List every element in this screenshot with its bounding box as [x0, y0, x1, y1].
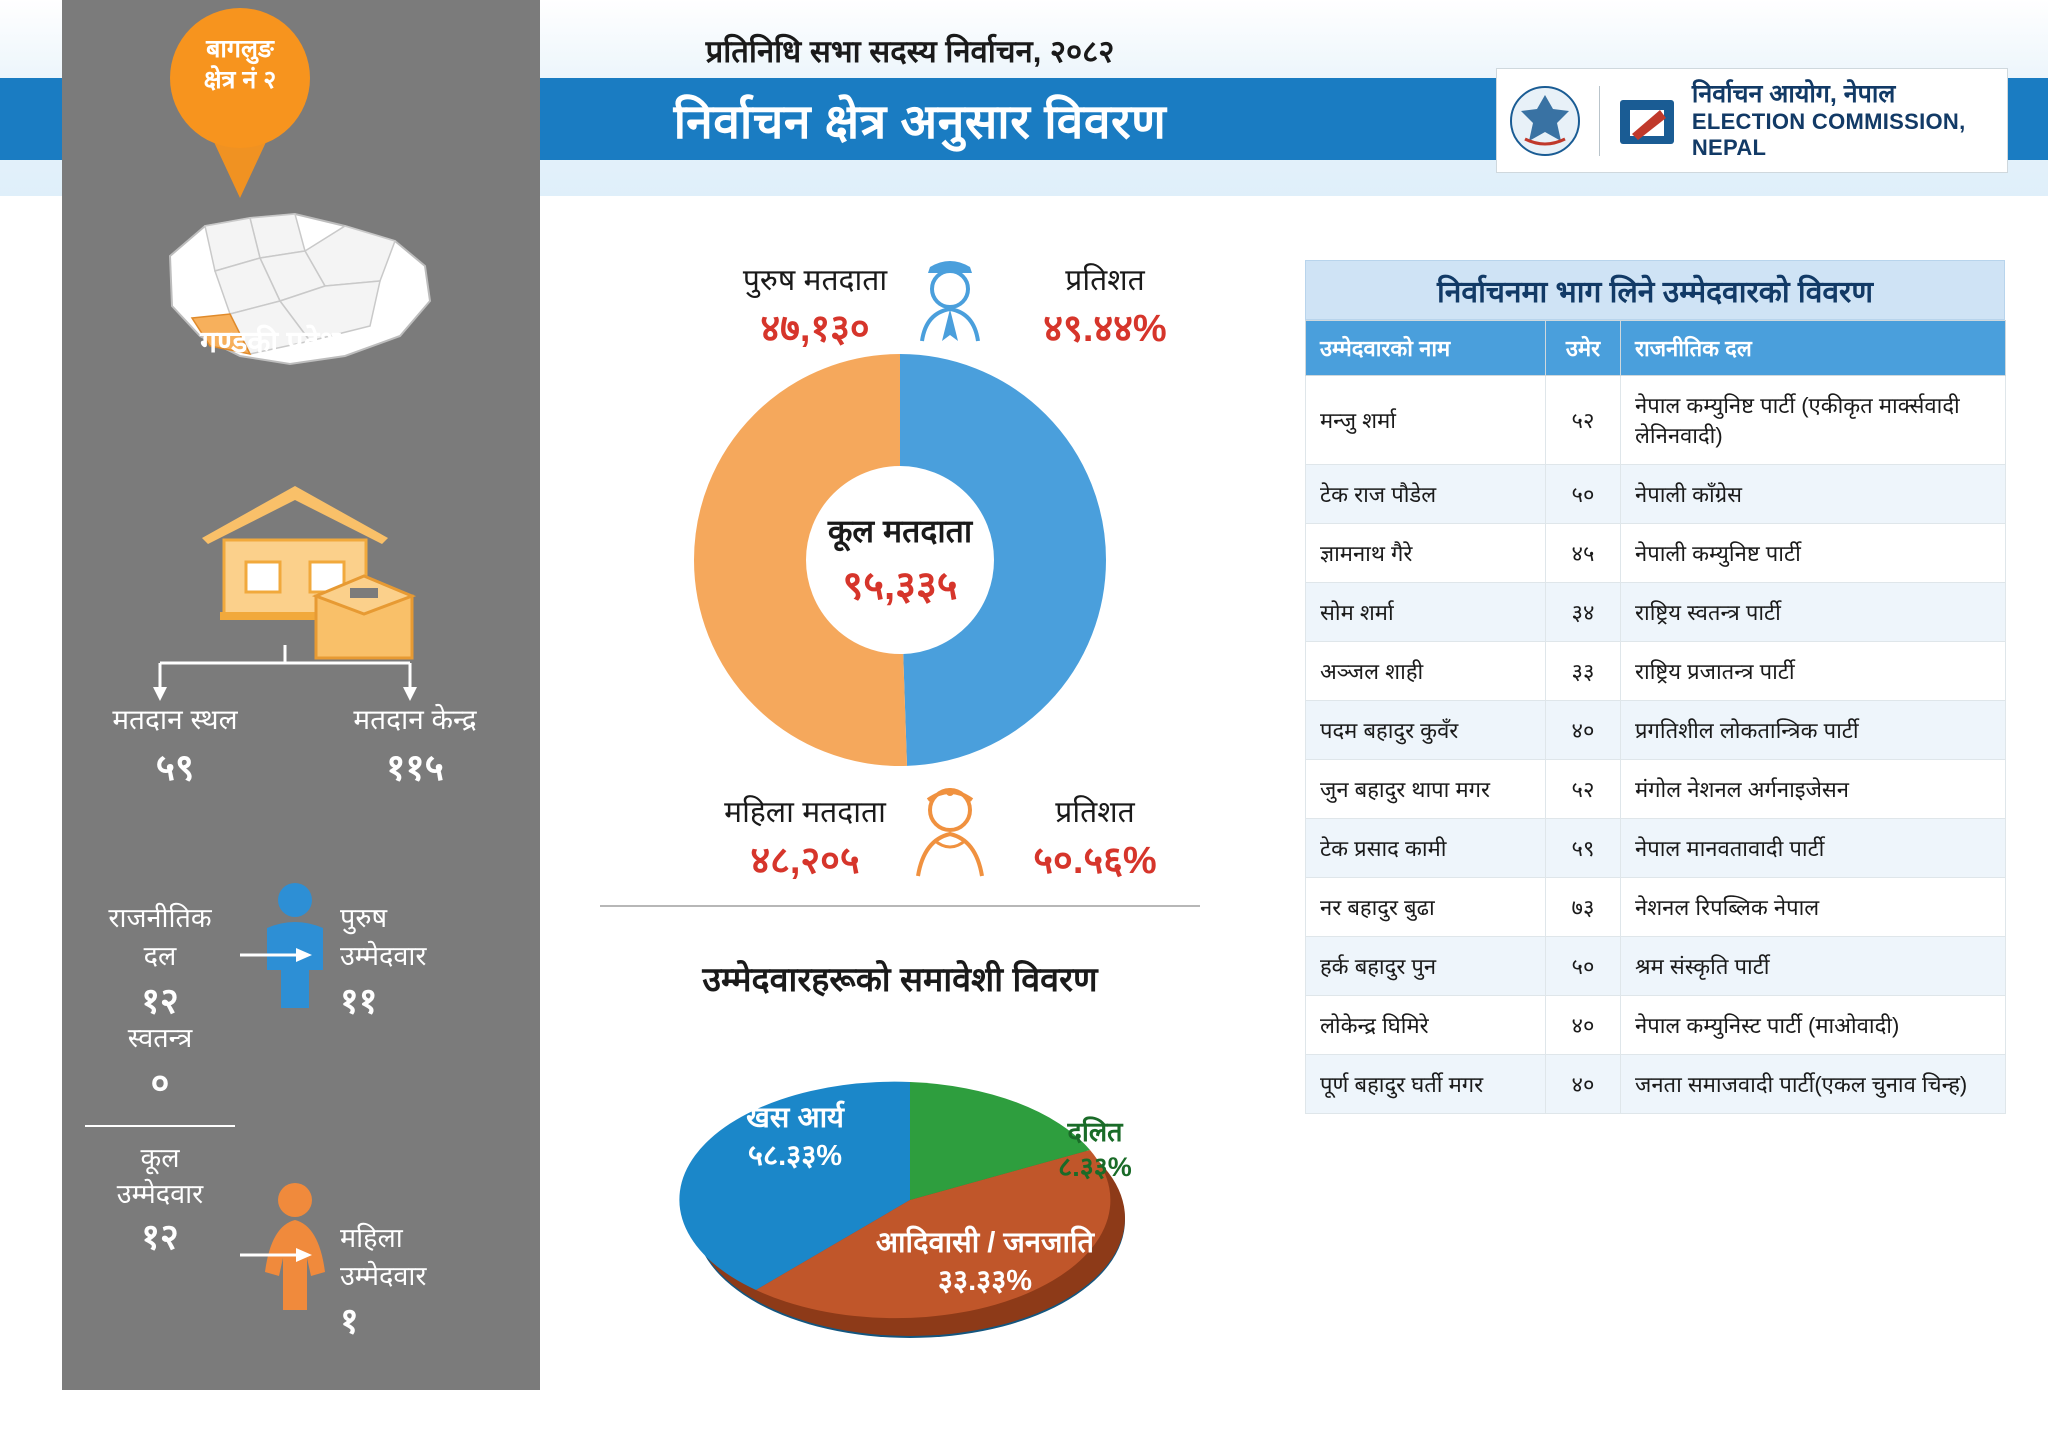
cell-candidate-party: नेपाल कम्युनिस्ट पार्टी (माओवादी)	[1621, 996, 2006, 1055]
cell-candidate-age: ४०	[1546, 701, 1621, 760]
female-voter-percent-label: प्रतिशत	[1055, 796, 1135, 829]
party-count-label: राजनीतिक दल	[108, 903, 212, 971]
table-row	[1306, 583, 2006, 642]
table-row	[1306, 524, 2006, 583]
cell-candidate-party: जनता समाजवादी पार्टी(एकल चुनाव चिन्ह)	[1621, 1055, 2006, 1114]
cell-candidate-party: नेपाल कम्युनिष्ट पार्टी (एकीकृत मार्क्सवादी लेनिनवादी)	[1621, 376, 2006, 465]
male-voter-percent-value: ४९.४४%	[1043, 308, 1167, 350]
total-candidate-label: कूल उम्मेदवार	[116, 1143, 204, 1210]
cell-candidate-age: ५०	[1546, 465, 1621, 524]
female-voter-label: महिला मतदाता	[724, 796, 886, 829]
logo-text-np: निर्वाचन आयोग, नेपाल	[1691, 80, 1896, 109]
cell-candidate-age: ३४	[1546, 583, 1621, 642]
male-candidate-arrow	[240, 940, 320, 970]
polling-center-value: ११५	[386, 746, 444, 788]
party-count-stat	[70, 900, 250, 1026]
male-voter-percent-stat	[990, 258, 1220, 353]
polling-place-label: मतदान स्थल	[112, 704, 238, 735]
nepal-emblem-icon	[1507, 83, 1583, 159]
column-header-party: राजनीतिक दल	[1621, 321, 2006, 376]
cell-candidate-name: पदम बहादुर कुवँर	[1306, 701, 1546, 760]
cell-candidate-name: अञ्जल शाही	[1306, 642, 1546, 701]
candidate-table-panel	[1305, 260, 2005, 1114]
cell-candidate-age: ४०	[1546, 1055, 1621, 1114]
total-candidate-stat	[60, 1140, 260, 1261]
table-row	[1306, 878, 2006, 937]
table-row	[1306, 760, 2006, 819]
election-commission-logo	[1496, 68, 2008, 173]
polling-place-value: ५९	[155, 746, 195, 788]
independent-count-label: स्वतन्त्र	[127, 1023, 193, 1053]
pie-label-janajati-value: ३३.३३%	[937, 1264, 1033, 1297]
cell-candidate-name: नर बहादुर बुढा	[1306, 878, 1546, 937]
total-voter-value: ९५,३३५	[842, 564, 958, 608]
pie-label-dalit-name: दलित	[1067, 1117, 1123, 1147]
cell-candidate-party: नेशनल रिपब्लिक नेपाल	[1621, 878, 2006, 937]
ballot-logo-icon	[1616, 90, 1678, 152]
female-candidate-value: १	[340, 1299, 359, 1341]
column-header-name: उम्मेदवारको नाम	[1306, 321, 1546, 376]
cell-candidate-party: नेपाली काँग्रेस	[1621, 465, 2006, 524]
pie-label-khas-arya	[690, 1100, 900, 1175]
pin-label-line2: क्षेत्र नं २	[203, 66, 277, 95]
cell-candidate-party: श्रम संस्कृति पार्टी	[1621, 937, 2006, 996]
logo-text	[1692, 80, 1997, 161]
total-candidate-value: १२	[141, 1215, 179, 1257]
cell-candidate-party: प्रगतिशील लोकतान्त्रिक पार्टी	[1621, 701, 2006, 760]
cell-candidate-name: टेक राज पौडेल	[1306, 465, 1546, 524]
cell-candidate-party: नेपाली कम्युनिष्ट पार्टी	[1621, 524, 2006, 583]
constituency-pin-label	[170, 34, 310, 97]
inclusion-pie-chart	[660, 1040, 1160, 1350]
female-candidate-label: महिला उम्मेदवार	[340, 1223, 427, 1291]
table-row	[1306, 1055, 2006, 1114]
table-row	[1306, 376, 2006, 465]
independent-count-value: ०	[150, 1061, 170, 1103]
cell-candidate-name: ज्ञामनाथ गैरे	[1306, 524, 1546, 583]
total-voter-label: कूल मतदाता	[827, 513, 973, 549]
table-row	[1306, 642, 2006, 701]
cell-candidate-age: ५२	[1546, 760, 1621, 819]
table-row	[1306, 937, 2006, 996]
male-voter-label: पुरुष मतदाता	[742, 264, 888, 297]
cell-candidate-name: सोम शर्मा	[1306, 583, 1546, 642]
cell-candidate-age: ७३	[1546, 878, 1621, 937]
female-voter-percent-value: ५०.५६%	[1033, 840, 1157, 882]
table-row	[1306, 701, 2006, 760]
table-header-row	[1306, 321, 2006, 376]
cell-candidate-name: हर्क बहादुर पुन	[1306, 937, 1546, 996]
constituency-pin	[170, 8, 310, 198]
male-candidate-stat	[340, 900, 520, 1026]
cell-candidate-age: ३३	[1546, 642, 1621, 701]
female-voter-percent-stat	[980, 790, 1210, 885]
independent-count-stat	[70, 1020, 250, 1108]
pie-label-janajati	[860, 1225, 1110, 1300]
pie-label-khas-value: ५८.३३%	[747, 1139, 843, 1172]
male-voter-icon	[900, 245, 1000, 345]
cell-candidate-age: ५९	[1546, 819, 1621, 878]
party-count-value: १२	[141, 979, 179, 1021]
male-voter-value: ४७,१३०	[760, 308, 870, 350]
polling-place-stat	[70, 700, 280, 794]
pie-label-khas-name: खस आर्य	[746, 1102, 844, 1134]
male-candidate-value: ११	[340, 979, 378, 1021]
pie-label-dalit	[1020, 1115, 1170, 1185]
cell-candidate-party: राष्ट्रिय स्वतन्त्र पार्टी	[1621, 583, 2006, 642]
cell-candidate-name: पूर्ण बहादुर घर्ती मगर	[1306, 1055, 1546, 1114]
female-candidate-stat	[340, 1220, 520, 1346]
section-divider	[600, 905, 1200, 907]
female-voter-value: ४८,२०५	[750, 840, 860, 882]
footer-strip	[0, 1404, 2048, 1448]
column-header-age: उमेर	[1546, 321, 1621, 376]
logo-divider	[1599, 86, 1600, 156]
table-row	[1306, 465, 2006, 524]
female-voter-icon	[900, 770, 1000, 880]
polling-connector	[120, 645, 450, 705]
province-name: गण्डकी प्रदेश	[200, 326, 340, 359]
pie-label-dalit-value: ८.३३%	[1058, 1152, 1132, 1183]
cell-candidate-party: राष्ट्रिय प्रजातन्त्र पार्टी	[1621, 642, 2006, 701]
cell-candidate-name: जुन बहादुर थापा मगर	[1306, 760, 1546, 819]
table-row	[1306, 996, 2006, 1055]
logo-text-en: ELECTION COMMISSION, NEPAL	[1691, 108, 1966, 160]
page-title: निर्वाचन क्षेत्र अनुसार विवरण	[673, 96, 1167, 149]
male-candidate-label: पुरुष उम्मेदवार	[340, 903, 427, 971]
cell-candidate-age: ४५	[1546, 524, 1621, 583]
table-row	[1306, 819, 2006, 878]
cell-candidate-name: टेक प्रसाद कामी	[1306, 819, 1546, 878]
cell-candidate-age: ५२	[1546, 376, 1621, 465]
cell-candidate-party: नेपाल मानवतावादी पार्टी	[1621, 819, 2006, 878]
cell-candidate-party: मंगोल नेशनल अर्गनाइजेसन	[1621, 760, 2006, 819]
cell-candidate-name: मन्जु शर्मा	[1306, 376, 1546, 465]
cell-candidate-age: ५०	[1546, 937, 1621, 996]
cell-candidate-name: लोकेन्द्र घिमिरे	[1306, 996, 1546, 1055]
pie-label-janajati-name: आदिवासी / जनजाति	[875, 1227, 1095, 1259]
candidate-table-body	[1306, 376, 2006, 1114]
pin-label-line1: बागलुङ	[206, 35, 274, 63]
left-divider	[85, 1125, 235, 1127]
female-candidate-arrow	[240, 1240, 320, 1270]
header-subtitle: प्रतिनिधि सभा सदस्य निर्वाचन, २०८२	[705, 34, 1115, 69]
candidate-table-title: निर्वाचनमा भाग लिने उम्मेदवारको विवरण	[1305, 260, 2005, 320]
male-voter-percent-label: प्रतिशत	[1065, 264, 1145, 297]
inclusion-chart-title: उम्मेदवारहरूको समावेशी विवरण	[702, 961, 1098, 999]
voter-donut-chart	[690, 350, 1110, 770]
polling-center-stat	[300, 700, 530, 794]
cell-candidate-age: ४०	[1546, 996, 1621, 1055]
candidate-table	[1305, 320, 2006, 1114]
polling-center-label: मतदान केन्द्र	[353, 704, 477, 735]
